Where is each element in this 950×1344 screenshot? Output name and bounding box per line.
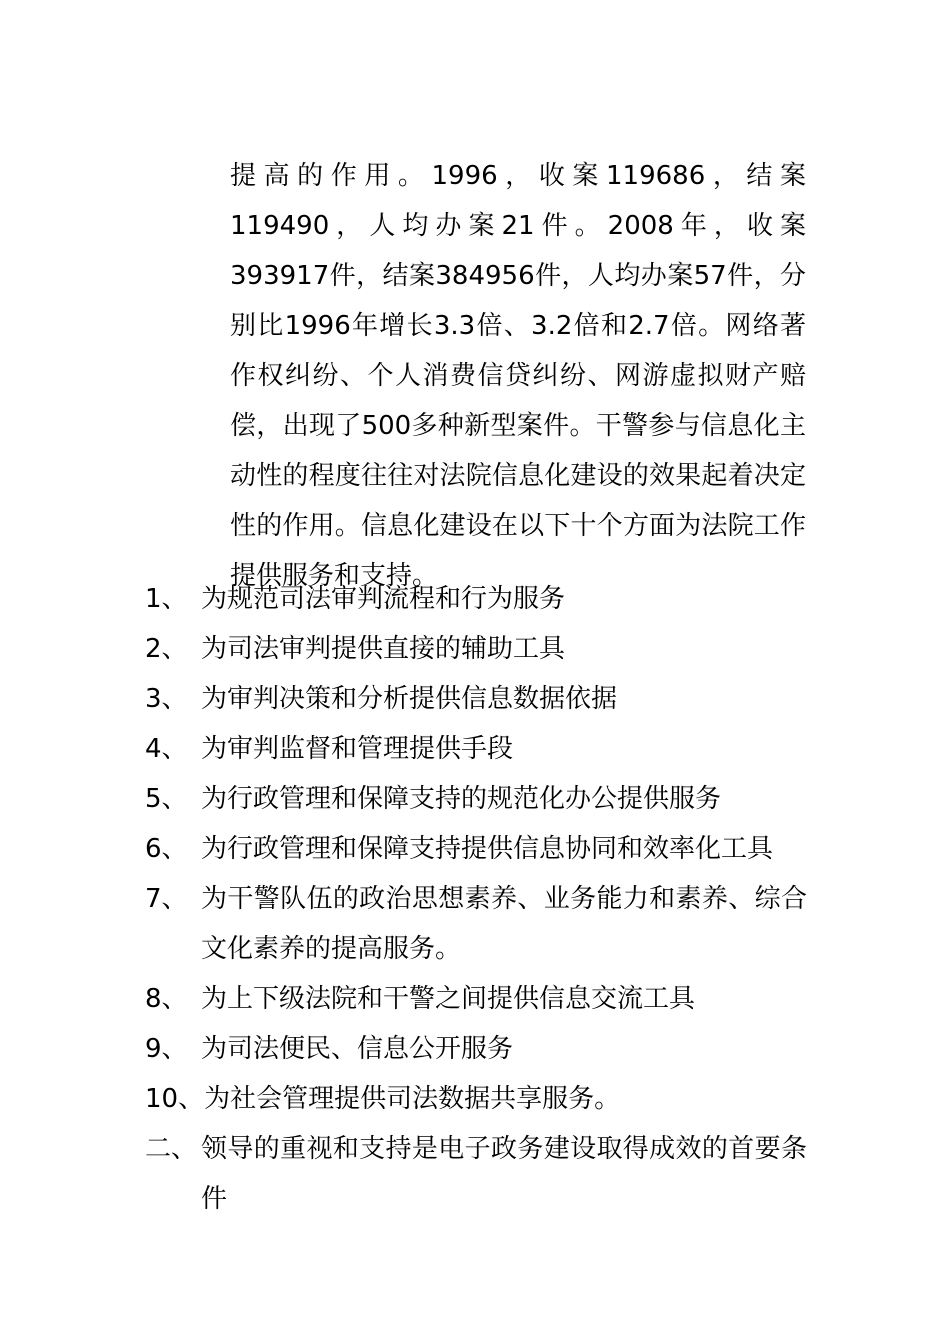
list-item-number: 1、	[145, 584, 188, 614]
list-item-text: 为审判监督和管理提供手段	[201, 734, 514, 764]
intro-paragraph: 提高的作用。1996，收案119686，结案119490，人均办案21件。2008年，收案393917件，结案384956件，人均办案57件，分别比1996年增长3.3倍、3.2倍和2.7倍。网络著作权纠纷、个人消费信贷纠纷、网游虚拟财产赔偿，出现了500多种新型案件。干警参与信息化主动性的程度往往对法院信息化建设的效果起着决定性的作用。信息化建设在以下十个方面为法院工作提供服务和支持。	[230, 161, 806, 591]
list-item	[145, 774, 807, 824]
list-item	[145, 624, 807, 674]
list-item-number: 2、	[145, 634, 188, 664]
section-heading-number: 二、	[145, 1134, 198, 1164]
list-item-text: 为干警队伍的政治思想素养、业务能力和素养、综合文化素养的提高服务。	[201, 884, 807, 964]
list-item	[145, 574, 807, 624]
list-item-text: 为规范司法审判流程和行为服务	[201, 584, 566, 614]
list-item	[145, 824, 807, 874]
list-item-text: 为上下级法院和干警之间提供信息交流工具	[201, 984, 696, 1014]
list-item	[145, 1024, 807, 1074]
list-item	[145, 674, 807, 724]
list-item	[145, 1074, 807, 1124]
list-item	[145, 874, 807, 974]
list-item-text: 为司法审判提供直接的辅助工具	[201, 634, 566, 664]
section-heading-text: 领导的重视和支持是电子政务建设取得成效的首要条件	[201, 1134, 807, 1214]
list-item-number: 8、	[145, 984, 188, 1014]
list-item-number: 10、	[145, 1084, 205, 1114]
list-item-text: 为社会管理提供司法数据共享服务。	[204, 1084, 621, 1114]
list-item-number: 4、	[145, 734, 188, 764]
list-item-text: 为行政管理和保障支持提供信息协同和效率化工具	[201, 834, 774, 864]
list-item-number: 7、	[145, 884, 188, 914]
list-item	[145, 724, 807, 774]
list-item-number: 9、	[145, 1034, 188, 1064]
list-item-number: 3、	[145, 684, 188, 714]
list-item	[145, 974, 807, 1024]
list-item-text: 为司法便民、信息公开服务	[201, 1034, 514, 1064]
list-item-number: 5、	[145, 784, 188, 814]
list-item-text: 为行政管理和保障支持的规范化办公提供服务	[201, 784, 722, 814]
list-item-number: 6、	[145, 834, 188, 864]
list-item-text: 为审判决策和分析提供信息数据依据	[201, 684, 618, 714]
numbered-list	[145, 574, 807, 1224]
section-heading	[145, 1124, 807, 1224]
